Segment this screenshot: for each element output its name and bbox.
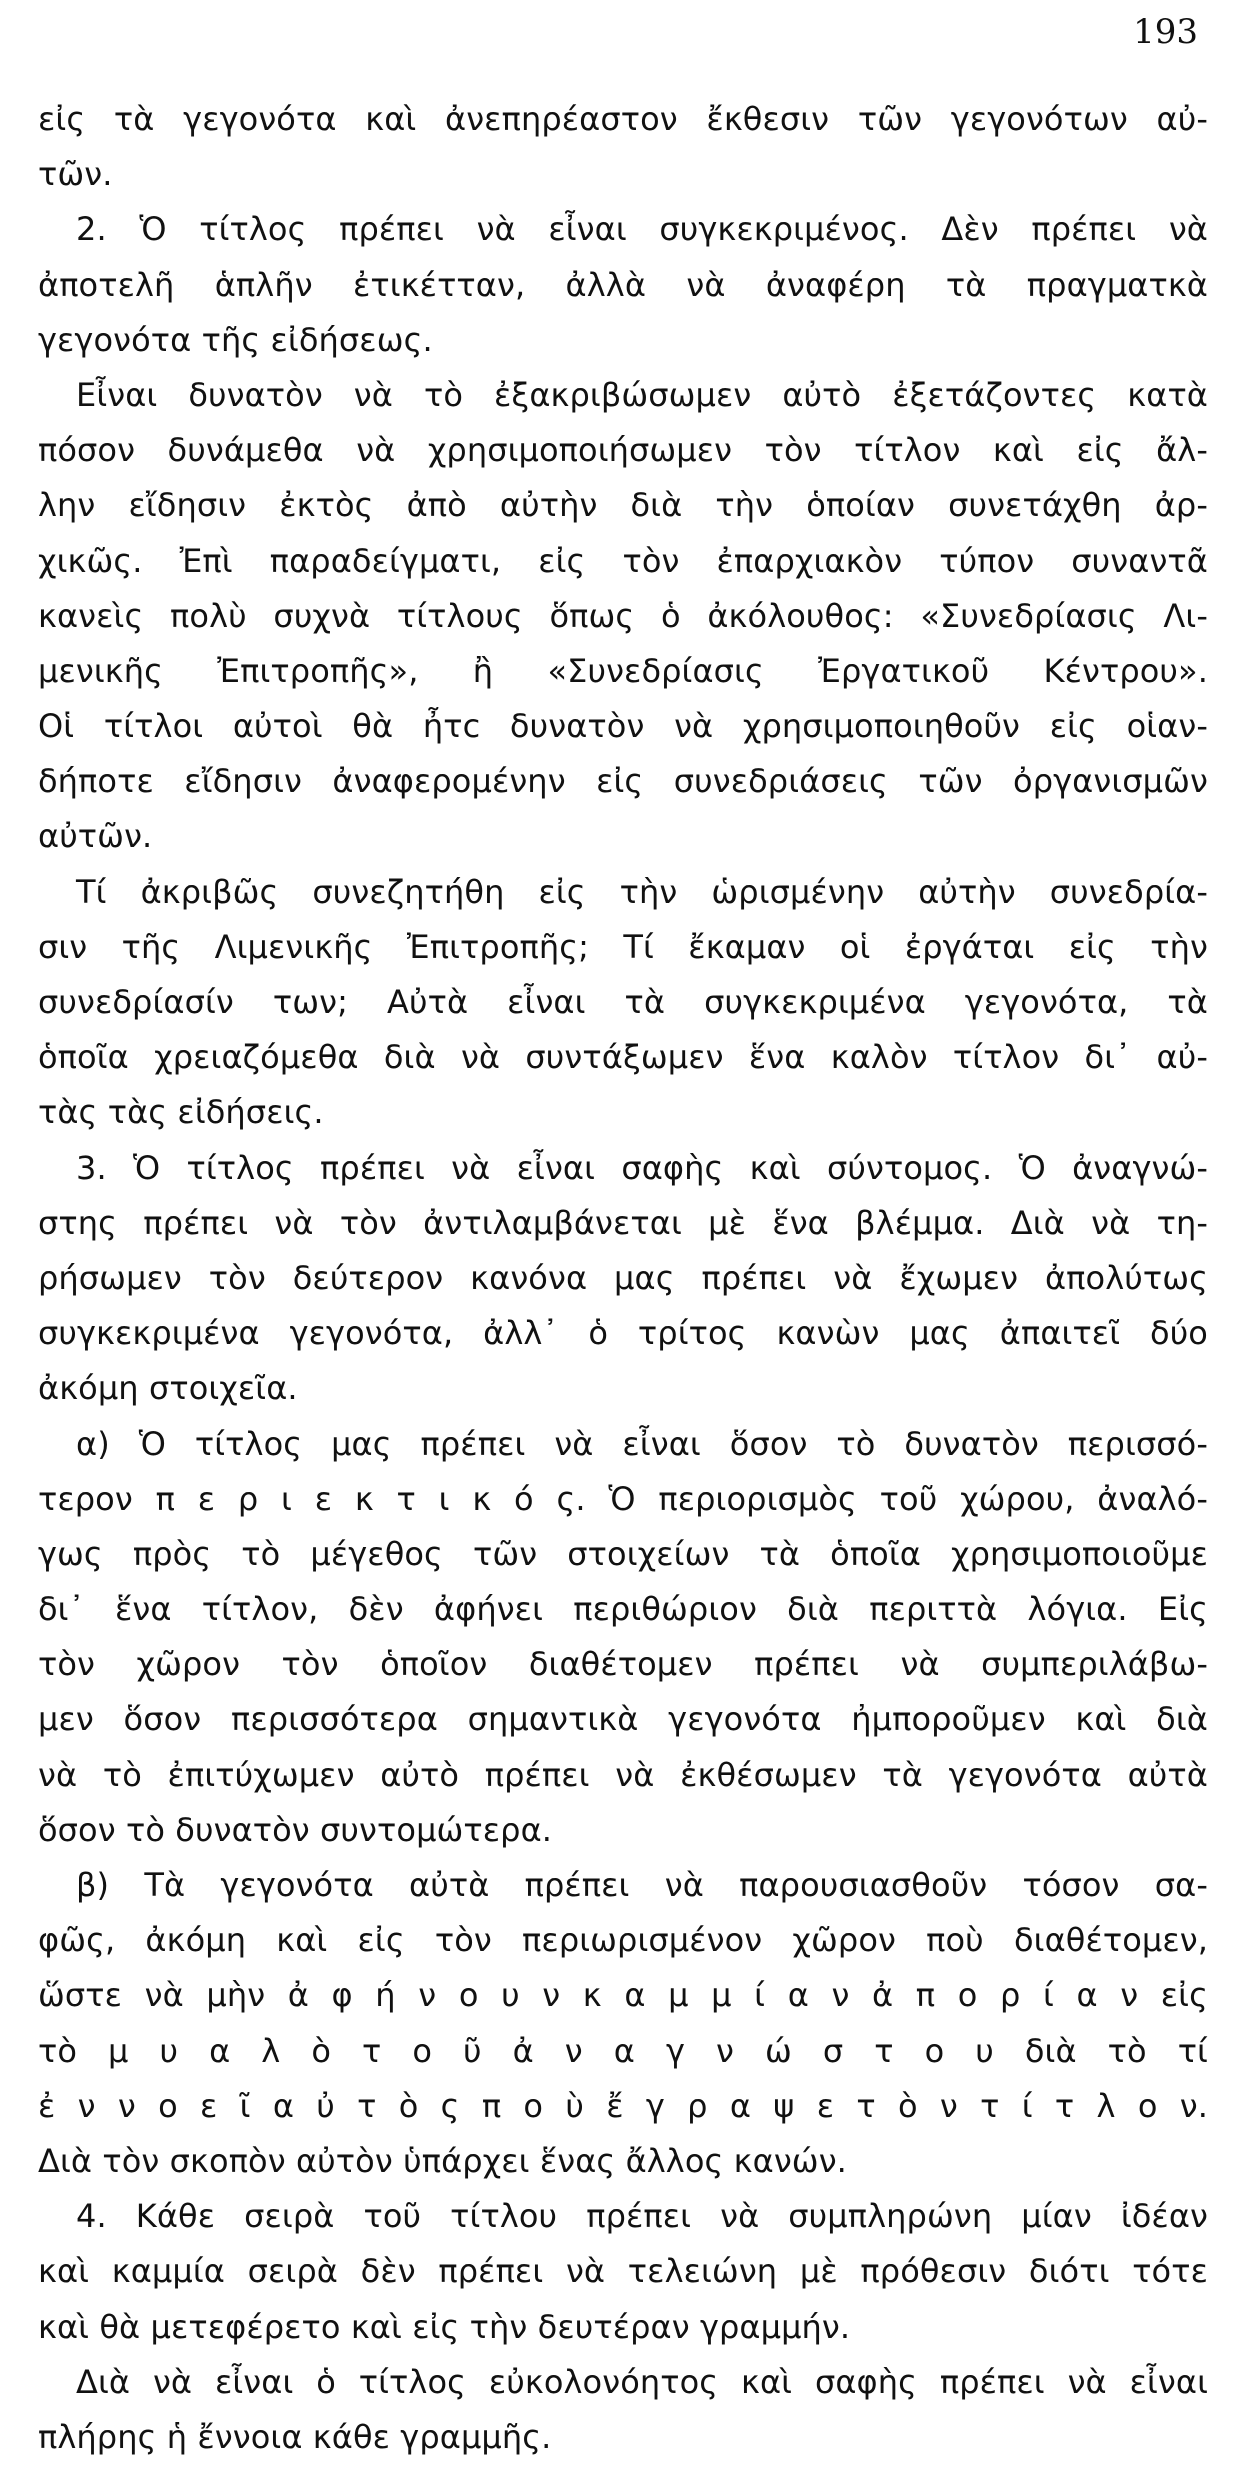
text-line: ἀποτελῆ ἁπλῆν ἐτικέτταν, ἀλλὰ νὰ ἀναφέρη τὰ πραγματκὰ [38, 265, 1208, 304]
text-line: 3. Ὁ τίτλος πρέπει νὰ εἶναι σαφὴς καὶ σύντομος. Ὁ ἀναγνώ- [76, 1148, 1208, 1187]
text-line: σιν τῆς Λιμενικῆς Ἐπιτροπῆς; Τί ἔκαμαν οἱ ἐργάται εἰς τὴν [38, 927, 1208, 966]
text-line: ἀκόμη στοιχεῖα. [38, 1369, 298, 1408]
text-line: καὶ θὰ μετεφέρετο καὶ εἰς τὴν δευτέραν γραμμήν. [38, 2307, 851, 2346]
text-line: συγκεκριμένα γεγονότα, ἀλλ᾽ ὁ τρίτος κανὼν μας ἀπαιτεῖ δύο [38, 1314, 1208, 1353]
text-line: τὰς τὰς εἰδήσεις. [38, 1093, 324, 1132]
text-line: λην εἴδησιν ἐκτὸς ἀπὸ αὐτὴν διὰ τὴν ὁποίαν συνετάχθη ἀρ- [38, 486, 1208, 525]
text-line: ὁποῖα χρειαζόμεθα διὰ νὰ συντάξωμεν ἕνα καλὸν τίτλον δι᾽ αὐ- [38, 1038, 1208, 1077]
text-line: α) Ὁ τίτλος μας πρέπει νὰ εἶναι ὅσον τὸ δυνατὸν περισσό- [76, 1424, 1208, 1463]
text-line: δι᾽ ἕνα τίτλον, δὲν ἀφήνει περιθώριον διὰ περιττὰ λόγια. Εἰς [38, 1590, 1208, 1629]
text-line: τερον π ε ρ ι ε κ τ ι κ ό ς. Ὁ περιορισμὸς τοῦ χώρου, ἀναλό- [38, 1479, 1208, 1518]
text-line: τὸ μ υ α λ ὸ τ ο ῦ ἀ ν α γ ν ώ σ τ ο υ διὰ τὸ τί [38, 2031, 1208, 2070]
text-line: μενικῆς Ἐπιτροπῆς», ἢ «Συνεδρίασις Ἐργατικοῦ Κέντρου». [38, 651, 1208, 690]
text-line: αὐτῶν. [38, 817, 153, 856]
page-number: 193 [1133, 12, 1198, 52]
text-line: πλήρης ἡ ἔννοια κάθε γραμμῆς. [38, 2417, 552, 2456]
text-line: Εἶναι δυνατὸν νὰ τὸ ἐξακριβώσωμεν αὐτὸ ἐξετάζοντες κατὰ [76, 375, 1208, 414]
body-text [38, 92, 1208, 2465]
text-line: δήποτε εἴδησιν ἀναφερομένην εἰς συνεδριάσεις τῶν ὀργανισμῶν [38, 762, 1208, 801]
text-line: Τί ἀκριβῶς συνεζητήθη εἰς τὴν ὡρισμένην αὐτὴν συνεδρία- [76, 872, 1208, 911]
text-line: εἰς τὰ γεγονότα καὶ ἀνεπηρέαστον ἔκθεσιν τῶν γεγονότων αὐ- [38, 100, 1208, 138]
text-line: 2. Ὁ τίτλος πρέπει νὰ εἶναι συγκεκριμένος. Δὲν πρέπει νὰ [76, 210, 1208, 249]
text-line: καὶ καμμία σειρὰ δὲν πρέπει νὰ τελειώνη μὲ πρόθεσιν διότι τότε [38, 2252, 1208, 2291]
text-line: Οἱ τίτλοι αὐτοὶ θὰ ἦτc δυνατὸν νὰ χρησιμοποιηθοῦν εἰς οἱαν- [38, 707, 1208, 746]
text-line: συνεδρίασίν των; Αὐτὰ εἶναι τὰ συγκεκριμένα γεγονότα, τὰ [38, 983, 1208, 1021]
text-line: χικῶς. Ἐπὶ παραδείγματι, εἰς τὸν ἐπαρχιακὸν τύπον συναντᾶ [38, 541, 1208, 580]
text-line: γεγονότα τῆς εἰδήσεως. [38, 320, 433, 359]
text-line: ρήσωμεν τὸν δεύτερον κανόνα μας πρέπει νὰ ἔχωμεν ἀπολύτως [38, 1258, 1208, 1297]
text-line: πόσον δυνάμεθα νὰ χρησιμοποιήσωμεν τὸν τίτλον καὶ εἰς ἄλ- [38, 431, 1208, 470]
text-line: β) Τὰ γεγονότα αὐτὰ πρέπει νὰ παρουσιασθοῦν τόσον σα- [76, 1866, 1208, 1904]
text-line: τὸν χῶρον τὸν ὁποῖον διαθέτομεν πρέπει νὰ συμπεριλάβω- [38, 1645, 1208, 1684]
text-line: γως πρὸς τὸ μέγεθος τῶν στοιχείων τὰ ὁποῖα χρησιμοποιοῦμε [38, 1534, 1208, 1573]
text-line: μεν ὅσον περισσότερα σημαντικὰ γεγονότα ἠμποροῦμεν καὶ διὰ [38, 1700, 1208, 1739]
text-line: ὅσον τὸ δυνατὸν συντομώτερα. [38, 1810, 553, 1849]
text-line: κανεὶς πολὺ συχνὰ τίτλους ὅπως ὁ ἀκόλουθος: «Συνεδρίασις Λι- [38, 596, 1208, 635]
text-line: στης πρέπει νὰ τὸν ἀντιλαμβάνεται μὲ ἕνα βλέμμα. Διὰ νὰ τη- [38, 1203, 1208, 1242]
text-line: φῶς, ἀκόμη καὶ εἰς τὸν περιωρισμένον χῶρον ποὺ διαθέτομεν, [38, 1921, 1208, 1960]
text-line: 4. Κάθε σειρὰ τοῦ τίτλου πρέπει νὰ συμπληρώνη μίαν ἰδέαν [76, 2197, 1208, 2236]
text-line: νὰ τὸ ἐπιτύχωμεν αὐτὸ πρέπει νὰ ἐκθέσωμεν τὰ γεγονότα αὐτὰ [38, 1755, 1208, 1794]
text-line: Διὰ νὰ εἶναι ὁ τίτλος εὐκολονόητος καὶ σαφὴς πρέπει νὰ εἶναι [76, 2362, 1208, 2401]
text-line: ὥστε νὰ μὴν ἀ φ ή ν ο υ ν κ α μ μ ί α ν ἀ π ο ρ ί α ν εἰς [38, 1976, 1208, 2015]
text-line: Διὰ τὸν σκοπὸν αὐτὸν ὑπάρχει ἕνας ἄλλος κανών. [38, 2141, 847, 2180]
text-line: ἐ ν ν ο ε ῖ α ὐ τ ὸ ς π ο ὺ ἔ γ ρ α ψ ε τ ὸ ν τ ί τ λ ο ν. [38, 2086, 1208, 2125]
text-line: τῶν. [38, 155, 113, 194]
